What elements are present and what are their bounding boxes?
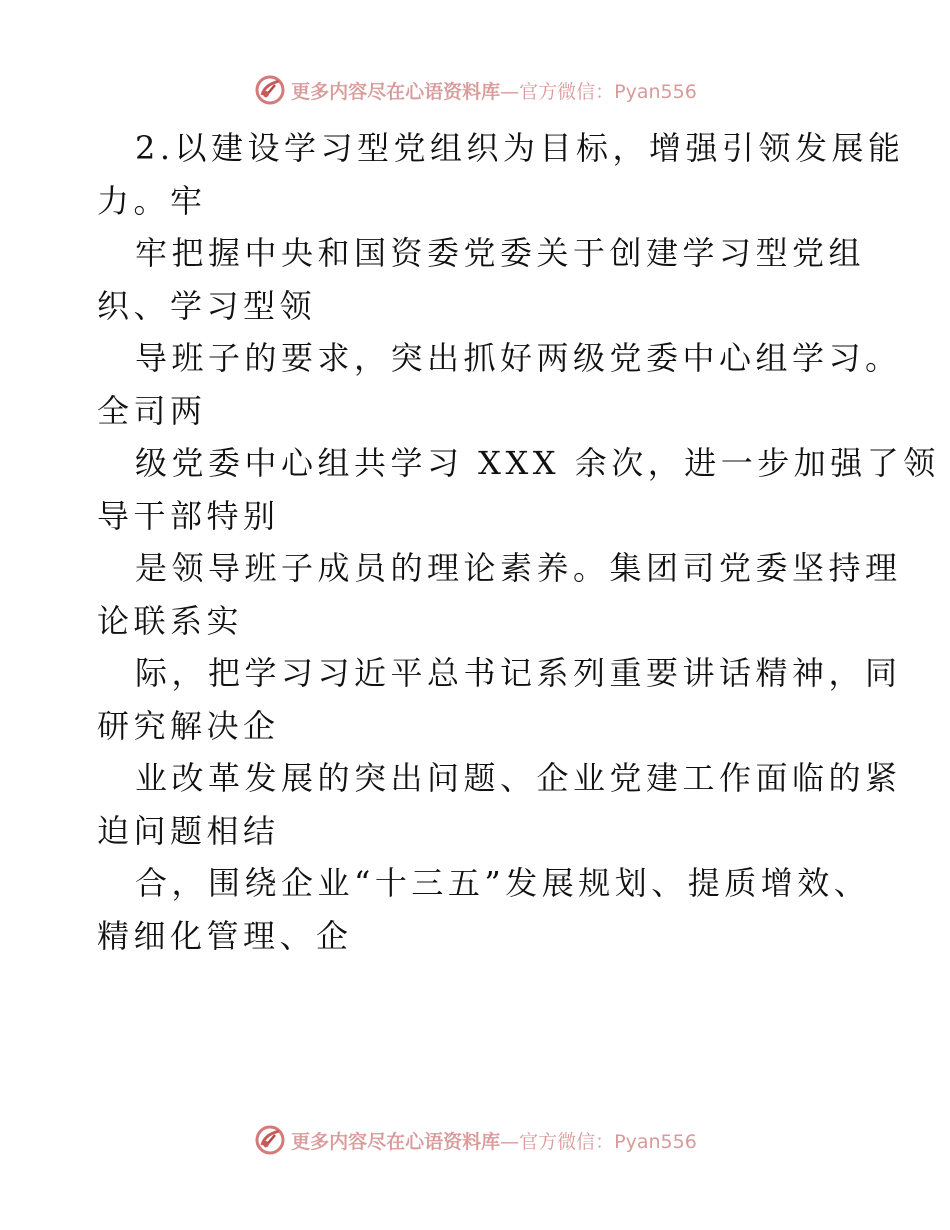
watermark-main-text: 更多内容尽在心语资料库	[291, 1130, 501, 1153]
text-line: 牢把握中央和国资委党委关于创建学习型党组	[135, 234, 866, 272]
watermark-main-text: 更多内容尽在心语资料库	[291, 80, 501, 103]
header-watermark	[0, 70, 950, 110]
text-line: 精细化管理、企	[97, 916, 353, 955]
watermark-sub-text: —官方微信：Pyan556	[500, 1130, 697, 1153]
footer-watermark	[0, 1120, 950, 1160]
text-line: 迫问题相结	[97, 811, 280, 850]
text-line: 研究解决企	[97, 706, 280, 745]
text-line: 际，把学习习近平总书记系列重要讲话精神，同	[135, 654, 902, 692]
text-line: 2.以建设学习型党组织为目标，增强引领发展能	[135, 129, 905, 167]
text-line: 论联系实	[97, 601, 244, 640]
pen-swirl-logo-icon	[253, 73, 287, 107]
text-line: 力。牢	[97, 181, 207, 220]
text-line: 合，围绕企业“十三五”发展规划、提质增效、	[135, 864, 871, 902]
text-line: 全司两	[97, 391, 207, 430]
text-line: 导班子的要求，突出抓好两级党委中心组学习。	[135, 339, 902, 377]
document-body	[97, 122, 940, 962]
watermark-sub-text: —官方微信：Pyan556	[500, 80, 697, 103]
text-line: 是领导班子成员的理论素养。集团司党委坚持理	[135, 549, 902, 587]
text-line: 织、学习型领	[97, 286, 317, 325]
text-line: 级党委中心组共学习 XXX 余次，进一步加强了领	[135, 444, 940, 482]
text-line: 导干部特别	[97, 496, 280, 535]
text-line: 业改革发展的突出问题、企业党建工作面临的紧	[135, 759, 902, 797]
pen-swirl-logo-icon	[253, 1123, 287, 1157]
